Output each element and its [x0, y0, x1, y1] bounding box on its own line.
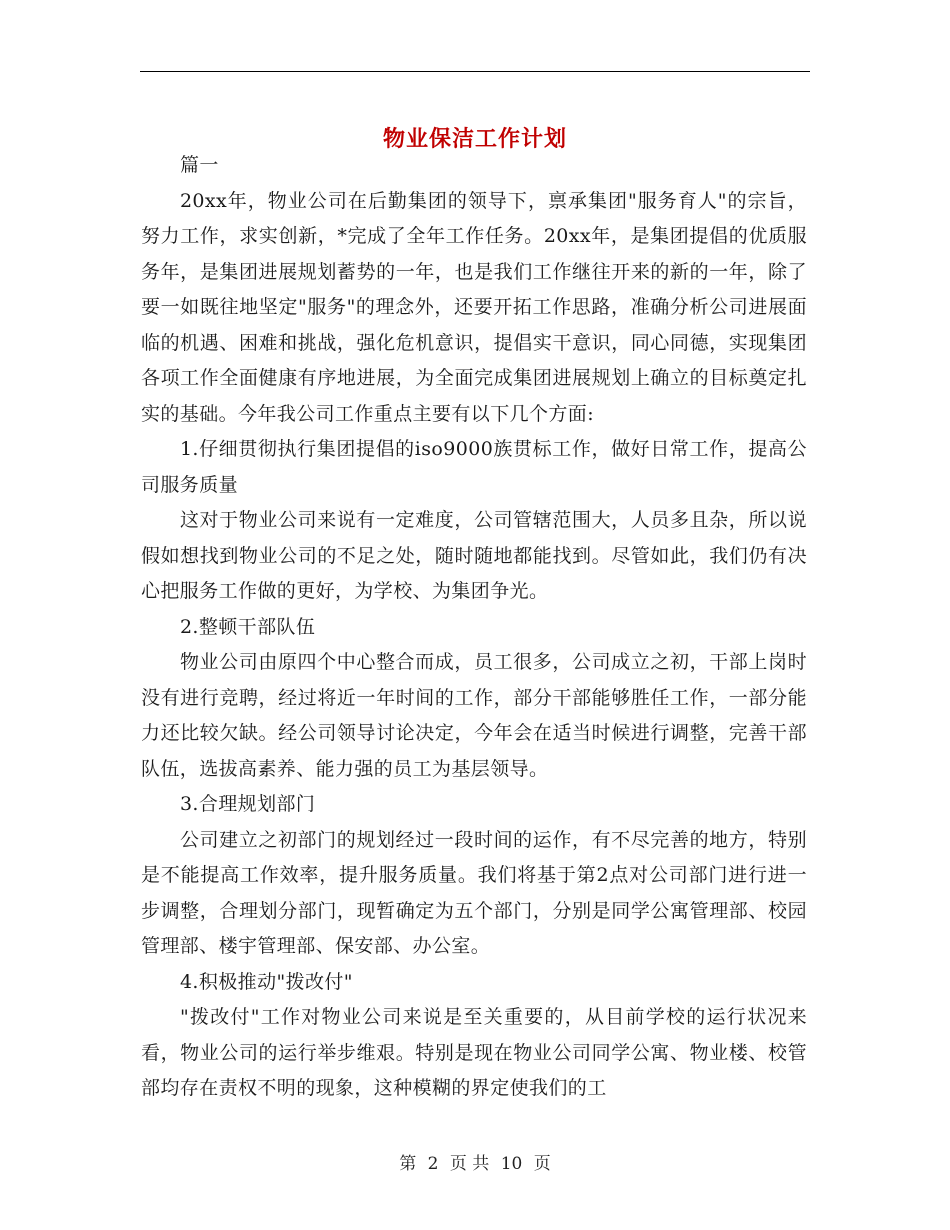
numbered-heading: 4.积极推动"拨改付"	[179, 970, 353, 993]
numbered-heading: 3.合理规划部门	[179, 793, 316, 815]
page-footer	[0, 1151, 950, 1177]
header-rule	[140, 71, 810, 72]
footer-suffix: 页	[533, 1154, 551, 1174]
document-title: 物业保洁工作计划	[382, 125, 567, 152]
body-paragraph: 20xx年，物业公司在后勤集团的领导下，禀承集团"服务育人"的宗旨，努力工作，求实创新，*完成了全年工作任务。20xx年，是集团提倡的优质服务年，是集团进展规划蓄势的一年，也是我们工作继往开来的新的一年，除了要一如既往地坚定"服务"的理念外，还要开拓工作思路，准确分析公司进展面临的机遇、困难和挑战，强化危机意识，提倡实干意识，同心同德，实现集团各项工作全面健康有序地进展，为全面完成集团进展规划上确立的目标奠定扎实的基础。今年我公司工作重点主要有以下几个方面:	[141, 189, 807, 425]
current-page-number: 2	[427, 1154, 439, 1174]
document-body	[141, 148, 807, 1107]
body-paragraph: 公司建立之初部门的规划经过一段时间的运作，有不尽完善的地方，特别是不能提高工作效率，提升服务质量。我们将基于第2点对公司部门进行进一步调整，合理划分部门，现暂确定为五个部门，分别是同学公寓管理部、校园管理部、楼宇管理部、保安部、办公室。	[141, 828, 807, 957]
body-paragraph: "拨改付"工作对物业公司来说是至关重要的，从目前学校的运行状况来看，物业公司的运行举步维艰。特别是现在物业公司同学公寓、物业楼、校管部均存在责权不明的现象，这种模糊的界定使我们的工	[141, 1006, 807, 1099]
numbered-heading: 2.整顿干部队伍	[179, 615, 316, 638]
section-label: 篇一	[179, 154, 219, 176]
numbered-heading: 1.仔细贯彻执行集团提倡的iso9000族贯标工作，做好日常工作，提高公司服务质量	[141, 438, 807, 496]
body-paragraph: 物业公司由原四个中心整合而成，员工很多，公司成立之初，干部上岗时没有进行竞聘，经过将近一年时间的工作，部分干部能够胜任工作，一部分能力还比较欠缺。经公司领导讨论决定，今年会在适当时候进行调整，完善干部队伍，选拔高素养、能力强的员工为基层领导。	[141, 651, 807, 780]
body-paragraph: 这对于物业公司来说有一定难度，公司管辖范围大，人员多且杂，所以说假如想找到物业公司的不足之处，随时随地都能找到。尽管如此，我们仍有决心把服务工作做的更好，为学校、为集团争光。	[141, 509, 807, 602]
total-page-count: 10	[500, 1154, 523, 1174]
footer-prefix: 第	[399, 1154, 417, 1174]
footer-middle: 页 共	[449, 1154, 490, 1174]
